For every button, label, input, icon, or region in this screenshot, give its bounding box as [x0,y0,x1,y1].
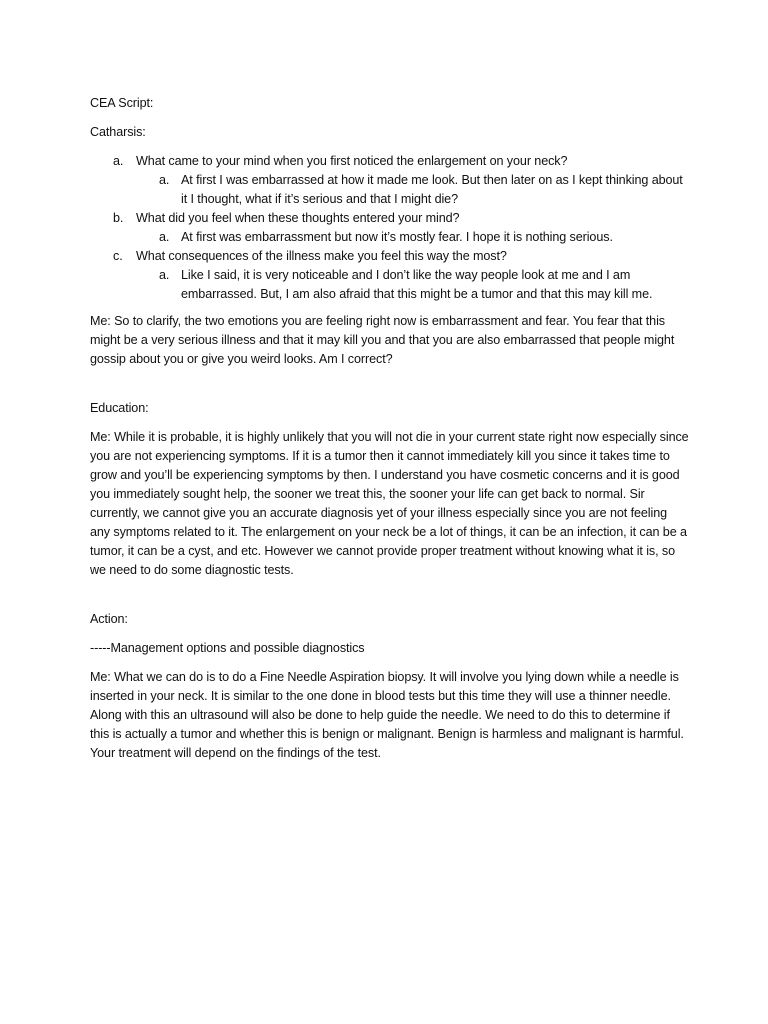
answer-text: At first was embarrassment but now it’s mostly fear. I hope it is nothing serious. [181,230,613,244]
answer-item [136,171,690,209]
action-subheading: -----Management options and possible diagnostics [90,641,365,655]
document-title: CEA Script: [90,96,154,110]
catharsis-question-list [90,152,690,304]
answer-marker: a. [159,230,170,244]
action-section [90,610,690,763]
answer-text: At first I was embarrassed at how it made me look. But then later on as I kept thinking about it I thought, what if it’s serious and that I might die? [181,173,683,206]
action-heading: Action: [90,612,128,626]
question-marker: a. [113,154,124,168]
education-text: Me: While it is probable, it is highly unlikely that you will not die in your current state right now especially since you are not experiencing symptoms. If it is a tumor then it cannot immediately kill you since it takes time to grow and you’ll be experiencing symptoms by then. I understand you have cosmetic concerns and it is good you immediately sought help, the sooner we treat this, the sooner your life can get back to normal. Sir currently, we cannot give you an accurate diagnosis yet of your illness especially since you are not feeling any symptoms related to it. The enlargement on your neck be a lot of things, it can be an infection, it can be a tumor, it can be a cyst, and etc. However we cannot provide proper treatment without knowing what it is, so we need to do some diagnostic tests. [90,430,689,577]
question-text: What did you feel when these thoughts entered your mind? [136,211,460,225]
question-item [90,152,690,209]
answer-text: Like I said, it is very noticeable and I don’t like the way people look at me and I am embarrassed. But, I am also afraid that this might be a tumor and that this may kill me. [181,268,653,301]
education-heading: Education: [90,401,149,415]
answer-list [136,228,690,247]
catharsis-section [90,123,690,369]
catharsis-summary: Me: So to clarify, the two emotions you are feeling right now is embarrassment and fear. You fear that this might be a very serious illness and that it may kill you and that you are also embarrassed that people might gossip about you or give you weird looks. Am I correct? [90,314,675,366]
answer-item [136,228,690,247]
education-section [90,399,690,580]
question-text: What came to your mind when you first noticed the enlargement on your neck? [136,154,568,168]
answer-marker: a. [159,268,170,282]
question-text: What consequences of the illness make you feel this way the most? [136,249,507,263]
question-marker: c. [113,249,123,263]
document-body [90,94,690,763]
question-item [90,209,690,247]
question-item [90,247,690,304]
answer-list [136,266,690,304]
question-marker: b. [113,211,124,225]
answer-list [136,171,690,209]
action-text: Me: What we can do is to do a Fine Needle Aspiration biopsy. It will involve you lying down while a needle is inserted in your neck. It is similar to the one done in blood tests but this time they will use a thinner needle. Along with this an ultrasound will also be done to help guide the needle. We need to do this to determine if this is actually a tumor and whether this is benign or malignant. Benign is harmless and malignant is harmful. Your treatment will depend on the findings of the test. [90,670,684,760]
catharsis-heading: Catharsis: [90,125,146,139]
answer-marker: a. [159,173,170,187]
answer-item [136,266,690,304]
